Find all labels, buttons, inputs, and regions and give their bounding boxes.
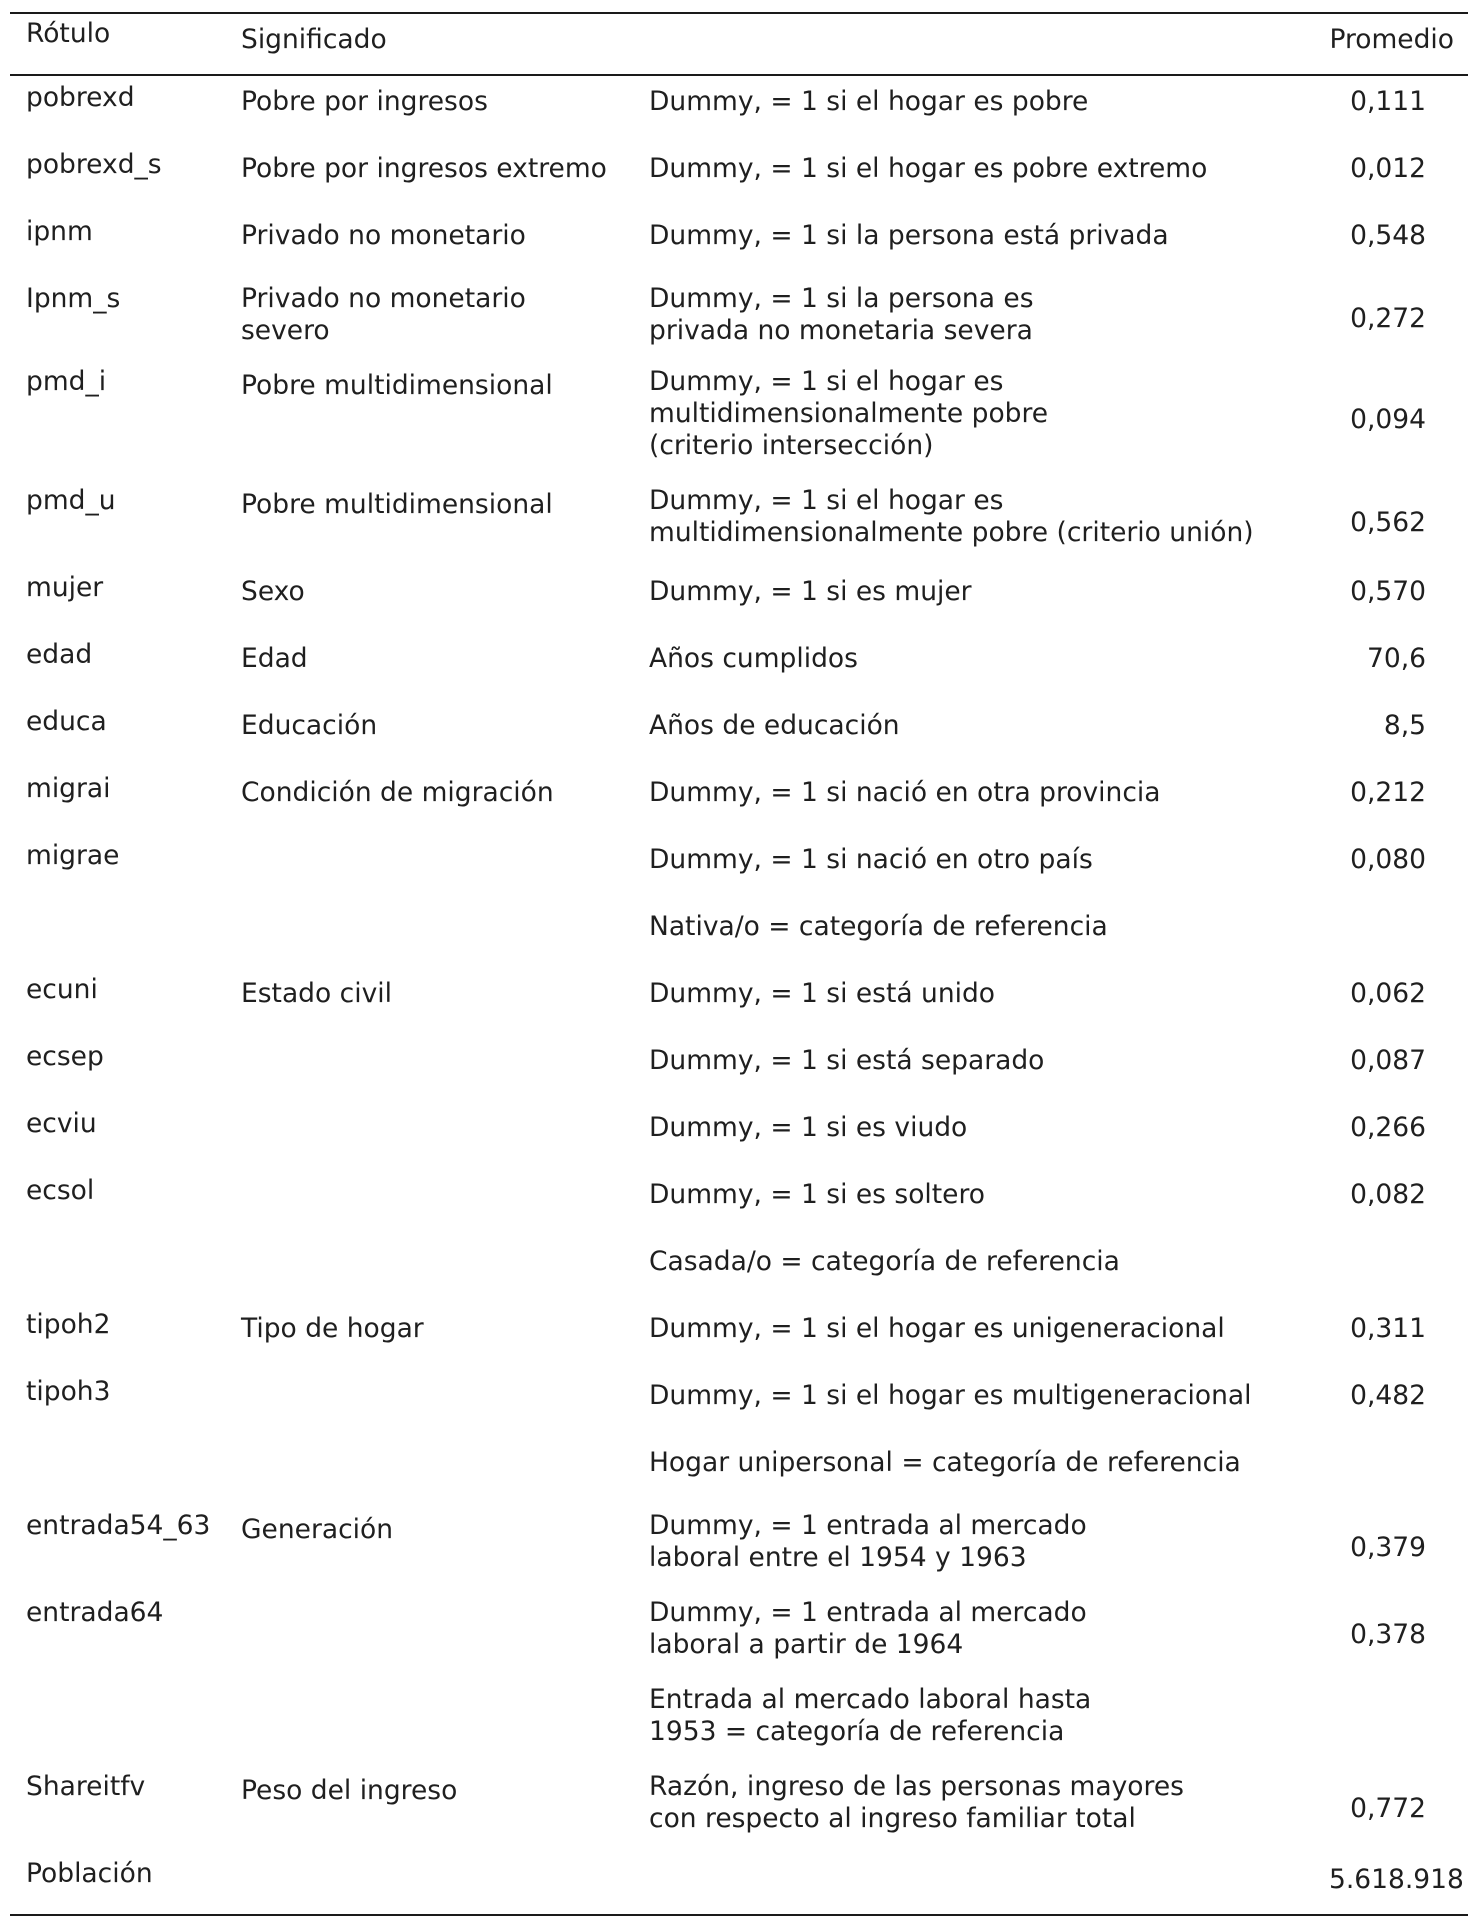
row-label: [10, 901, 225, 968]
row-label: entrada64: [26, 1597, 164, 1628]
row-meaning: [225, 143, 633, 210]
description-line: Dummy, = 1 si es soltero: [649, 1179, 985, 1210]
row-description: [633, 1370, 1313, 1437]
meaning-line: Pobre multidimensional: [241, 370, 553, 401]
row-average: [1313, 1236, 1468, 1303]
row-label: pobrexd_s: [26, 149, 162, 180]
meaning-line: Pobre por ingresos: [241, 86, 488, 117]
header-meaning: Significado: [241, 24, 387, 55]
row-average: 8,5: [1383, 710, 1426, 741]
row-description: [633, 968, 1313, 1035]
row-average: 0,212: [1350, 777, 1426, 808]
row-description: [633, 901, 1313, 968]
row-description: [633, 210, 1313, 277]
description-line: Dummy, = 1 si el hogar es pobre: [649, 86, 1089, 117]
description-line: Dummy, = 1 si la persona está privada: [649, 220, 1169, 251]
meaning-line: Privado no monetario: [241, 220, 526, 251]
table-row: [10, 901, 1468, 968]
row-average: 0,311: [1350, 1313, 1426, 1344]
description-line: Dummy, = 1 si es mujer: [649, 576, 972, 607]
row-average: 0,012: [1350, 153, 1426, 184]
row-average: 0,082: [1350, 1179, 1426, 1210]
description-line: Dummy, = 1 si el hogar es multigeneracional: [649, 1380, 1252, 1411]
meaning-line: Pobre multidimensional: [241, 489, 553, 520]
table-row: [10, 1236, 1468, 1303]
row-label: ecuni: [26, 974, 98, 1005]
row-label: [10, 1236, 225, 1303]
row-label: ecviu: [26, 1108, 97, 1139]
row-meaning: [225, 360, 633, 479]
row-description: [633, 1504, 1313, 1591]
row-label: educa: [26, 706, 107, 737]
row-description: [633, 1102, 1313, 1169]
row-description: [633, 834, 1313, 901]
table-row: [10, 1035, 1468, 1102]
row-meaning: [225, 277, 633, 360]
row-description: [633, 1678, 1313, 1765]
description-line: multidimensionalmente pobre (criterio unión): [649, 517, 1254, 548]
table-row: [10, 360, 1468, 479]
table-row: [10, 834, 1468, 901]
row-description: [633, 1852, 1313, 1915]
table-row: [10, 1102, 1468, 1169]
row-meaning: [225, 1591, 633, 1678]
row-average: 0,378: [1350, 1618, 1426, 1650]
meaning-line: Sexo: [241, 576, 305, 607]
description-line: Dummy, = 1 si nació en otra provincia: [649, 777, 1161, 808]
row-description: [633, 1236, 1313, 1303]
row-meaning: [225, 1765, 633, 1852]
description-line: Nativa/o = categoría de referencia: [649, 911, 1108, 942]
row-label: Población: [26, 1858, 153, 1889]
row-average: 5.618.918: [1329, 1864, 1464, 1895]
table-row: [10, 1169, 1468, 1236]
row-description: [633, 566, 1313, 633]
description-line: Años de educación: [649, 710, 900, 741]
row-average: 0,562: [1350, 506, 1426, 538]
row-description: [633, 767, 1313, 834]
description-line: Hogar unipersonal = categoría de referencia: [649, 1447, 1241, 1478]
row-meaning: [225, 1169, 633, 1236]
table-row: [10, 1765, 1468, 1852]
row-meaning: [225, 479, 633, 566]
row-meaning: [225, 1102, 633, 1169]
row-average: 70,6: [1366, 643, 1426, 674]
description-line: Entrada al mercado laboral hasta: [649, 1684, 1092, 1715]
description-line: Dummy, = 1 entrada al mercado: [649, 1597, 1087, 1628]
meaning-line: Generación: [241, 1514, 394, 1545]
row-description: [633, 1437, 1313, 1504]
row-label: pmd_i: [26, 366, 107, 397]
row-label: migrae: [26, 840, 120, 871]
row-description: [633, 360, 1313, 479]
description-line: Dummy, = 1 si está separado: [649, 1045, 1045, 1076]
row-label: [10, 1437, 225, 1504]
row-label: entrada54_63: [26, 1510, 211, 1541]
row-description: [633, 479, 1313, 566]
variables-table: [10, 12, 1468, 1916]
row-label: ecsep: [26, 1041, 104, 1072]
row-label: ecsol: [26, 1175, 95, 1206]
table-row: [10, 968, 1468, 1035]
row-meaning: [225, 75, 633, 143]
header-label: Rótulo: [26, 18, 111, 49]
row-average: 0,379: [1350, 1531, 1426, 1563]
description-line: privada no monetaria severa: [649, 315, 1033, 346]
row-label: ipnm: [26, 216, 93, 247]
description-line: Dummy, = 1 si el hogar es unigeneracional: [649, 1313, 1225, 1344]
description-line: Dummy, = 1 si está unido: [649, 978, 996, 1009]
row-label: pobrexd: [26, 82, 135, 113]
table-row: [10, 1370, 1468, 1437]
row-meaning: [225, 210, 633, 277]
row-meaning: [225, 1852, 633, 1915]
row-description: [633, 1035, 1313, 1102]
meaning-line: Estado civil: [241, 978, 392, 1009]
table-row: [10, 1678, 1468, 1765]
row-meaning: [225, 700, 633, 767]
description-line: Dummy, = 1 si nació en otro país: [649, 844, 1093, 875]
row-meaning: [225, 1035, 633, 1102]
row-meaning: [225, 1303, 633, 1370]
row-meaning: [225, 1236, 633, 1303]
description-line: Dummy, = 1 si el hogar es: [649, 366, 1004, 397]
row-label: tipoh3: [26, 1376, 111, 1407]
row-label: mujer: [26, 572, 104, 603]
row-label: [10, 1678, 225, 1765]
row-description: [633, 143, 1313, 210]
row-label: Shareitfv: [26, 1771, 146, 1802]
row-meaning: [225, 1370, 633, 1437]
row-description: [633, 1591, 1313, 1678]
description-line: multidimensionalmente pobre: [649, 398, 1049, 429]
meaning-line: severo: [241, 315, 330, 346]
row-average: 0,482: [1350, 1380, 1426, 1411]
table-row: [10, 633, 1468, 700]
row-label: Ipnm_s: [26, 283, 121, 314]
table-row: [10, 566, 1468, 633]
row-meaning: [225, 968, 633, 1035]
description-line: Dummy, = 1 si el hogar es pobre extremo: [649, 153, 1208, 184]
row-meaning: [225, 901, 633, 968]
row-label: migrai: [26, 773, 111, 804]
header-row: [10, 13, 1468, 75]
description-line: Años cumplidos: [649, 643, 858, 674]
header-average: Promedio: [1329, 24, 1454, 55]
row-average: [1313, 1678, 1468, 1765]
table-row: [10, 1591, 1468, 1678]
row-description: [633, 700, 1313, 767]
description-line: Casada/o = categoría de referencia: [649, 1246, 1120, 1277]
row-average: 0,272: [1350, 302, 1426, 334]
description-line: Dummy, = 1 si el hogar es: [649, 485, 1004, 516]
row-meaning: [225, 633, 633, 700]
meaning-line: Peso del ingreso: [241, 1775, 458, 1806]
row-meaning: [225, 1437, 633, 1504]
row-average: 0,094: [1350, 403, 1426, 435]
row-description: [633, 277, 1313, 360]
row-label: edad: [26, 639, 93, 670]
description-line: (criterio intersección): [649, 430, 934, 461]
meaning-line: Pobre por ingresos extremo: [241, 153, 607, 184]
row-meaning: [225, 1504, 633, 1591]
description-line: Dummy, = 1 si es viudo: [649, 1112, 968, 1143]
row-description: [633, 633, 1313, 700]
row-description: [633, 1169, 1313, 1236]
table-row: [10, 479, 1468, 566]
row-average: 0,062: [1350, 978, 1426, 1009]
table-row: [10, 1303, 1468, 1370]
table-row: [10, 767, 1468, 834]
table-body: [10, 75, 1468, 1915]
meaning-line: Tipo de hogar: [241, 1313, 424, 1344]
meaning-line: Edad: [241, 643, 308, 674]
table-row: [10, 700, 1468, 767]
row-average: 0,080: [1350, 844, 1426, 875]
table-row: [10, 1852, 1468, 1915]
row-average: 0,570: [1350, 576, 1426, 607]
row-average: 0,266: [1350, 1112, 1426, 1143]
table-row: [10, 143, 1468, 210]
row-meaning: [225, 767, 633, 834]
row-meaning: [225, 1678, 633, 1765]
header-description: [633, 13, 1313, 75]
row-average: 0,087: [1350, 1045, 1426, 1076]
row-average: [1313, 901, 1468, 968]
row-description: [633, 1765, 1313, 1852]
row-average: 0,548: [1350, 220, 1426, 251]
row-description: [633, 75, 1313, 143]
table-header: [10, 13, 1468, 75]
meaning-line: Condición de migración: [241, 777, 554, 808]
table-row: [10, 210, 1468, 277]
row-average: 0,111: [1350, 86, 1426, 117]
description-line: Dummy, = 1 entrada al mercado: [649, 1510, 1087, 1541]
row-label: pmd_u: [26, 485, 116, 516]
row-label: tipoh2: [26, 1309, 111, 1340]
row-meaning: [225, 834, 633, 901]
description-line: laboral entre el 1954 y 1963: [649, 1542, 1027, 1573]
row-average: [1313, 1437, 1468, 1504]
row-meaning: [225, 566, 633, 633]
description-line: 1953 = categoría de referencia: [649, 1716, 1065, 1747]
variables-table-container: [10, 12, 1468, 1916]
meaning-line: Educación: [241, 710, 378, 741]
row-description: [633, 1303, 1313, 1370]
table-row: [10, 75, 1468, 143]
description-line: Dummy, = 1 si la persona es: [649, 283, 1034, 314]
table-row: [10, 1437, 1468, 1504]
description-line: con respecto al ingreso familiar total: [649, 1803, 1136, 1834]
table-row: [10, 277, 1468, 360]
table-row: [10, 1504, 1468, 1591]
description-line: laboral a partir de 1964: [649, 1629, 964, 1660]
description-line: Razón, ingreso de las personas mayores: [649, 1771, 1184, 1802]
row-average: 0,772: [1350, 1792, 1426, 1824]
meaning-line: Privado no monetario: [241, 283, 526, 314]
